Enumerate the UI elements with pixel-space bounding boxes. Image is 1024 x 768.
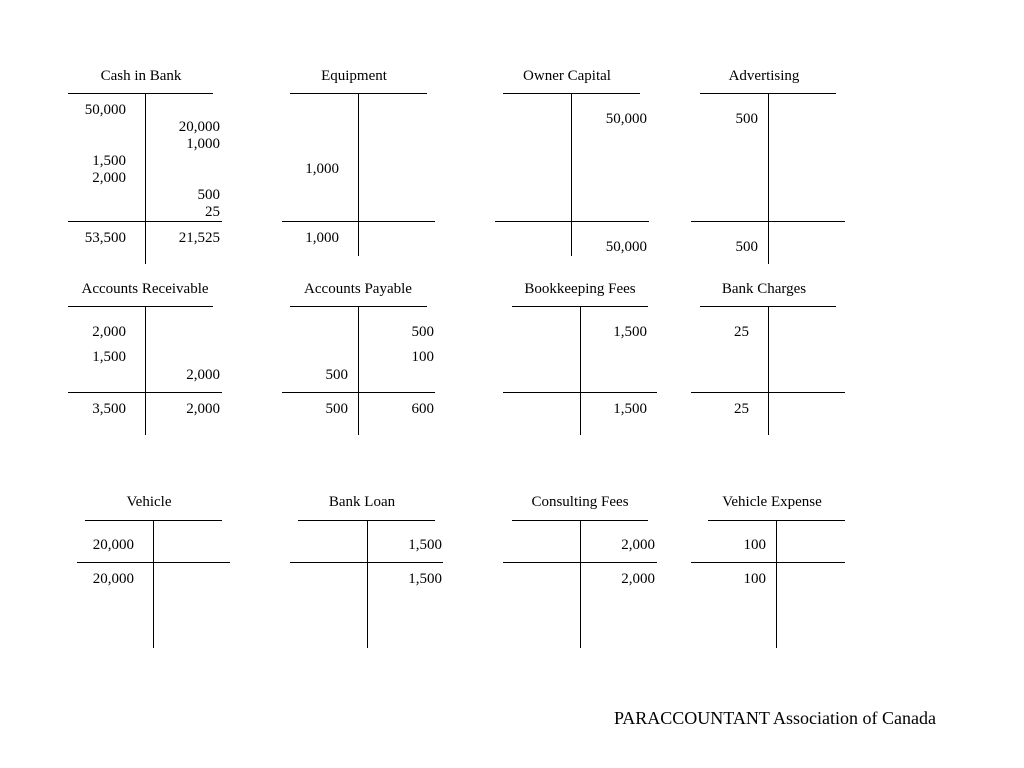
t-account-total-line xyxy=(282,392,435,393)
account-title-consulting-fees: Consulting Fees xyxy=(531,494,629,510)
credit-total: 1,500 xyxy=(613,401,647,417)
t-account-divider xyxy=(768,93,769,264)
debit-entry: 500 xyxy=(325,367,348,383)
account-title-bank-charges: Bank Charges xyxy=(721,281,807,297)
t-account-total-line xyxy=(691,562,845,563)
t-account-divider xyxy=(145,306,146,435)
debit-entry: 20,000 xyxy=(92,537,134,553)
account-title-cash-in-bank: Cash in Bank xyxy=(100,68,182,84)
debit-entry: 1,500 xyxy=(92,349,126,365)
t-account-total-line xyxy=(495,221,649,222)
credit-entry: 100 xyxy=(411,349,434,365)
t-account-total-line xyxy=(68,221,222,222)
account-title-bank-loan: Bank Loan xyxy=(328,494,396,510)
account-title-bookkeeping-fees: Bookkeeping Fees xyxy=(524,281,636,297)
credit-entry: 500 xyxy=(411,324,434,340)
t-account-top-line xyxy=(68,306,213,307)
t-account-total-line xyxy=(691,392,845,393)
credit-total: 600 xyxy=(411,401,434,417)
debit-entry: 50,000 xyxy=(84,102,126,118)
credit-entry: 20,000 xyxy=(178,119,220,135)
credit-entry: 2,000 xyxy=(186,367,220,383)
t-account-total-line xyxy=(290,562,443,563)
credit-entry: 500 xyxy=(197,187,220,203)
credit-entry: 25 xyxy=(205,204,220,220)
credit-entry: 1,500 xyxy=(613,324,647,340)
debit-entry: 500 xyxy=(735,111,758,127)
credit-total: 50,000 xyxy=(605,239,647,255)
account-title-vehicle: Vehicle xyxy=(126,494,172,510)
debit-total: 100 xyxy=(743,571,766,587)
t-account-total-line xyxy=(503,392,657,393)
t-account-total-line xyxy=(68,392,222,393)
credit-total: 21,525 xyxy=(178,230,220,246)
debit-entry: 2,000 xyxy=(92,324,126,340)
t-account-top-line xyxy=(68,93,213,94)
credit-entry: 1,500 xyxy=(408,537,442,553)
debit-total: 20,000 xyxy=(92,571,134,587)
t-account-divider xyxy=(580,520,581,648)
debit-entry: 1,500 xyxy=(92,153,126,169)
debit-total: 3,500 xyxy=(92,401,126,417)
t-account-divider xyxy=(145,93,146,264)
t-account-divider xyxy=(580,306,581,435)
credit-entry: 1,000 xyxy=(186,136,220,152)
debit-entry: 100 xyxy=(743,537,766,553)
account-title-equipment: Equipment xyxy=(321,68,387,84)
debit-entry: 2,000 xyxy=(92,170,126,186)
t-account-divider xyxy=(358,93,359,256)
credit-total: 2,000 xyxy=(186,401,220,417)
account-title-accounts-payable: Accounts Payable xyxy=(304,281,412,297)
debit-total: 500 xyxy=(325,401,348,417)
debit-entry: 25 xyxy=(734,324,749,340)
debit-total: 25 xyxy=(734,401,749,417)
credit-total: 1,500 xyxy=(408,571,442,587)
debit-entry: 1,000 xyxy=(305,161,339,177)
t-account-total-line xyxy=(691,221,845,222)
t-account-divider xyxy=(776,520,777,648)
footer-attribution: PARACCOUNTANT Association of Canada xyxy=(613,708,936,728)
t-account-divider xyxy=(153,520,154,648)
account-title-owner-capital: Owner Capital xyxy=(523,68,611,84)
t-account-divider xyxy=(358,306,359,435)
t-account-total-line xyxy=(282,221,435,222)
account-title-vehicle-expense: Vehicle Expense xyxy=(722,494,822,510)
debit-total: 500 xyxy=(735,239,758,255)
t-account-divider xyxy=(571,93,572,256)
debit-total: 53,500 xyxy=(84,230,126,246)
t-account-divider xyxy=(768,306,769,435)
debit-total: 1,000 xyxy=(305,230,339,246)
credit-entry: 2,000 xyxy=(621,537,655,553)
credit-total: 2,000 xyxy=(621,571,655,587)
credit-entry: 50,000 xyxy=(605,111,647,127)
t-account-total-line xyxy=(77,562,230,563)
account-title-advertising: Advertising xyxy=(728,68,800,84)
account-title-accounts-receivable: Accounts Receivable xyxy=(81,281,209,297)
t-account-total-line xyxy=(503,562,657,563)
t-account-divider xyxy=(367,520,368,648)
